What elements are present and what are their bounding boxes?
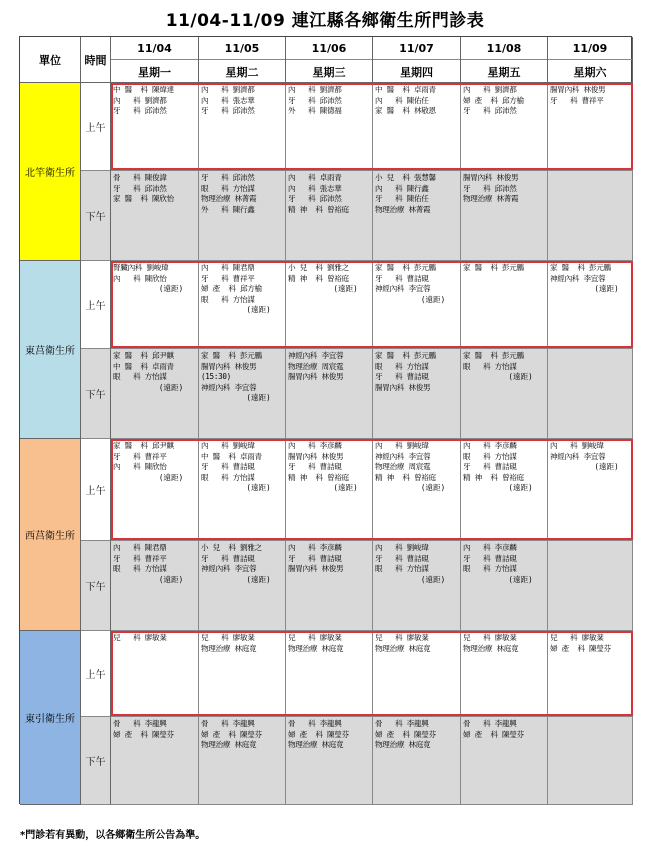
doctor-entry: 牙 科 曹詰硯 xyxy=(288,462,342,472)
doctor-entry: 兒 科 廖敏棻 xyxy=(463,633,517,642)
doctor-entry: 兒 科 廖敏棻 xyxy=(288,633,342,642)
doctor-entry: 眼 科 方怡謀 xyxy=(375,564,429,574)
doctor-entry: 牙 科 陳佑任 xyxy=(375,194,429,204)
doctor-entry: 婦 產 科 陳瑩芬 xyxy=(375,729,436,739)
schedule-cell xyxy=(548,439,633,541)
schedule-cell xyxy=(373,83,461,171)
doctor-entry: 兒 科 廖敏棻 xyxy=(201,633,255,642)
doctor-entry: 牙 科 邱沛然 xyxy=(288,194,342,204)
header-weekday: 星期六 xyxy=(573,66,607,79)
doctor-entry: 精 神 科 曾裕庭 xyxy=(288,204,349,214)
doctor-entry: 家 醫 科 邱尹麒 xyxy=(113,441,174,450)
pm-label: 下午 xyxy=(81,349,111,439)
remote-note: (遠距) xyxy=(158,284,184,294)
doctor-entry: (15:30) xyxy=(201,372,231,382)
remote-note: (遠距) xyxy=(508,483,533,493)
schedule-cell xyxy=(286,717,373,805)
header-day-3 xyxy=(286,37,373,83)
doctor-entry: 牙 科 邱沛然 xyxy=(463,183,517,193)
doctor-entry: 精 神 科 曾裕庭 xyxy=(375,472,436,482)
doctor-entry: 牙 科 邱沛然 xyxy=(113,183,167,193)
doctor-entry: 牙 科 曹詰硯 xyxy=(201,553,255,563)
doctor-entry: 牙 科 曹祥平 xyxy=(201,273,255,283)
doctor-entry: 牙 科 邱沛然 xyxy=(288,95,342,105)
remote-note: (遠距) xyxy=(420,294,446,304)
doctor-entry: 骨 科 李龍興 xyxy=(375,719,429,728)
header-date: 11/09 xyxy=(572,42,608,55)
doctor-entry: 家 醫 科 林敬恩 xyxy=(375,106,436,116)
am-label: 上午 xyxy=(81,439,111,541)
doctor-entry: 婦 產 科 邱方榆 xyxy=(201,284,262,294)
doctor-entry: 婦 產 科 陳瑩芬 xyxy=(463,729,524,739)
doctor-entry: 物理治療 林庭竟 xyxy=(288,643,344,653)
doctor-entry: 神經內科 李宜蓉 xyxy=(375,284,431,294)
header-weekday: 星期四 xyxy=(400,66,433,79)
doctor-entry: 牙 科 曹詰硯 xyxy=(375,273,429,283)
header-divider xyxy=(548,59,632,60)
header-divider xyxy=(286,59,372,60)
schedule-cell xyxy=(111,439,199,541)
remote-note: (遠距) xyxy=(420,574,446,584)
header-divider xyxy=(373,59,460,60)
doctor-entry: 牙 科 曹祥平 xyxy=(113,451,167,461)
doctor-entry: 眼 科 方怡謀 xyxy=(201,472,255,482)
header-divider xyxy=(461,59,547,60)
header-divider xyxy=(199,59,285,60)
header-date: 11/05 xyxy=(224,42,260,55)
doctor-entry: 牙 科 邱沛然 xyxy=(113,106,167,116)
pm-label: 下午 xyxy=(81,541,111,631)
clinic-name-cell xyxy=(20,631,81,805)
doctor-entry: 家 醫 科 彭元鵬 xyxy=(463,351,524,360)
doctor-entry: 內 科 李彦麟 xyxy=(463,441,517,450)
doctor-entry: 內 科 劉峻瑋 xyxy=(375,441,429,450)
schedule-cell xyxy=(461,171,548,261)
doctor-entry: 內 科 李彦麟 xyxy=(288,441,342,450)
doctor-entry: 內 科 張志華 xyxy=(201,95,255,105)
doctor-entry: 婦 產 科 陳瑩芬 xyxy=(113,729,174,739)
doctor-entry: 物理治療 林庭竟 xyxy=(201,740,257,750)
clinic-name-cell xyxy=(20,83,81,261)
doctor-entry: 外 科 陳行鑫 xyxy=(201,204,255,214)
schedule-cell xyxy=(373,717,461,805)
doctor-entry: 內 科 陳佑任 xyxy=(375,95,429,105)
schedule-cell xyxy=(111,631,199,717)
schedule-cell xyxy=(199,171,286,261)
remote-note: (遠距) xyxy=(333,483,358,493)
page-title: 11/04-11/09 連江縣各鄉衛生所門診表 xyxy=(165,11,485,31)
remote-note: (遠距) xyxy=(158,472,184,482)
footnote: *門診若有異動，以各鄉衛生所公告為準。 xyxy=(20,830,206,841)
doctor-entry: 腸胃內科 林俊男 xyxy=(375,382,431,392)
schedule-cell xyxy=(461,541,548,631)
header-time-cell: 時間 xyxy=(81,37,111,83)
schedule-cell xyxy=(111,83,199,171)
doctor-entry: 內 科 劉峻瑋 xyxy=(375,543,429,552)
remote-note: (遠距) xyxy=(508,574,533,584)
doctor-entry: 腸胃內科 林俊男 xyxy=(288,451,344,461)
schedule-cell xyxy=(199,83,286,171)
doctor-entry: 家 醫 科 邱尹麒 xyxy=(113,351,174,360)
doctor-entry: 物理治療 林庭竟 xyxy=(375,643,431,653)
doctor-entry: 內 科 李彦麟 xyxy=(288,543,342,552)
schedule-cell xyxy=(548,261,633,349)
schedule-cell xyxy=(286,171,373,261)
schedule-cell xyxy=(373,631,461,717)
doctor-entry: 精 神 科 曾裕庭 xyxy=(288,273,349,283)
header-day-5 xyxy=(461,37,548,83)
remote-note: (遠距) xyxy=(594,462,619,472)
schedule-cell xyxy=(373,171,461,261)
doctor-entry: 眼 科 方怡謀 xyxy=(463,451,517,461)
doctor-entry: 神經內科 李宜蓉 xyxy=(550,273,606,283)
schedule-cell xyxy=(373,439,461,541)
schedule-cell xyxy=(548,541,633,631)
schedule-cell xyxy=(548,631,633,717)
doctor-entry: 內 科 陳欣怡 xyxy=(113,462,167,472)
doctor-entry: 骨 科 李龍興 xyxy=(201,719,255,728)
doctor-entry: 婦 產 科 陳瑩芬 xyxy=(550,643,611,653)
remote-note: (遠距) xyxy=(158,574,184,584)
schedule-cell xyxy=(199,349,286,439)
schedule-cell xyxy=(461,349,548,439)
doctor-entry: 物理治療 林菁霞 xyxy=(201,194,257,204)
doctor-entry: 小 兒 科 張慧馨 xyxy=(375,173,436,182)
schedule-cell xyxy=(461,631,548,717)
doctor-entry: 骨 科 李龍興 xyxy=(288,719,342,728)
clinic-name: 北竿衛生所 xyxy=(25,168,75,179)
doctor-entry: 精 神 科 曾裕庭 xyxy=(463,472,524,482)
doctor-entry: 中 醫 科 陳煒達 xyxy=(113,85,174,94)
doctor-entry: 牙 科 曹詰硯 xyxy=(288,553,342,563)
schedule-cell xyxy=(286,83,373,171)
doctor-entry: 物理治療 林菁霞 xyxy=(463,194,519,204)
doctor-entry: 中 醫 科 卓雨青 xyxy=(113,361,174,371)
clinic-name: 西莒衛生所 xyxy=(25,531,75,542)
remote-note: (遠距) xyxy=(594,284,619,294)
schedule-cell xyxy=(461,83,548,171)
remote-note: (遠距) xyxy=(508,372,533,382)
schedule-cell xyxy=(373,261,461,349)
header-weekday: 星期一 xyxy=(138,66,171,79)
doctor-entry: 牙 科 曹詰硯 xyxy=(201,462,255,472)
header-weekday: 星期二 xyxy=(225,66,259,79)
doctor-entry: 小 兒 科 劉雅之 xyxy=(201,543,262,552)
doctor-entry: 婦 產 科 陳瑩芬 xyxy=(288,729,349,739)
schedule-cell xyxy=(373,541,461,631)
schedule-cell xyxy=(286,261,373,349)
doctor-entry: 骨 科 李龍興 xyxy=(113,719,167,728)
header-divider xyxy=(111,59,198,60)
doctor-entry: 腸胃內科 林俊男 xyxy=(288,372,344,382)
doctor-entry: 內 科 劉濟都 xyxy=(113,95,167,105)
doctor-entry: 牙 科 曹詰硯 xyxy=(375,553,429,563)
doctor-entry: 家 醫 科 彭元鵬 xyxy=(375,351,436,360)
doctor-entry: 中 醫 科 卓雨青 xyxy=(201,451,262,461)
doctor-entry: 內 科 劉濟都 xyxy=(463,85,517,94)
schedule-cell xyxy=(199,717,286,805)
doctor-entry: 內 科 陳君鼎 xyxy=(113,543,167,552)
doctor-entry: 牙 科 邱沛然 xyxy=(201,173,255,182)
remote-note: (遠距) xyxy=(158,382,184,392)
clinic-name: 東莒衛生所 xyxy=(25,346,75,357)
schedule-cell xyxy=(111,717,199,805)
doctor-entry: 腸胃內科 林俊男 xyxy=(550,85,606,94)
schedule-cell xyxy=(461,439,548,541)
doctor-entry: 家 醫 科 彭元鵬 xyxy=(463,263,524,272)
doctor-entry: 腸胃內科 林俊男 xyxy=(201,361,257,371)
doctor-entry: 兒 科 廖敏棻 xyxy=(550,633,604,642)
remote-note: (遠距) xyxy=(246,574,271,584)
doctor-entry: 內 科 劉濟都 xyxy=(288,85,342,94)
am-label: 上午 xyxy=(81,83,111,171)
doctor-entry: 眼 科 方怡謀 xyxy=(113,372,167,382)
schedule-cell xyxy=(111,541,199,631)
doctor-entry: 婦 產 科 陳瑩芬 xyxy=(201,729,262,739)
doctor-entry: 精 神 科 曾裕庭 xyxy=(288,472,349,482)
doctor-entry: 內 科 張志華 xyxy=(288,183,342,193)
doctor-entry: 牙 科 曹詰硯 xyxy=(463,462,517,472)
doctor-entry: 物理治療 林菁霞 xyxy=(375,204,431,214)
schedule-cell xyxy=(199,439,286,541)
doctor-entry: 骨 科 李龍興 xyxy=(463,719,517,728)
doctor-entry: 物理治療 林庭竟 xyxy=(201,643,257,653)
doctor-entry: 眼 科 方怡謀 xyxy=(201,294,255,304)
doctor-entry: 內 科 李彦麟 xyxy=(463,543,517,552)
doctor-entry: 內 科 劉峻瑋 xyxy=(550,441,604,450)
header-date: 11/04 xyxy=(137,42,172,55)
header-date: 11/07 xyxy=(399,42,434,55)
remote-note: (遠距) xyxy=(246,393,271,403)
doctor-entry: 家 醫 科 彭元鵬 xyxy=(550,263,611,272)
remote-note: (遠距) xyxy=(333,284,358,294)
doctor-entry: 內 科 卓雨青 xyxy=(288,173,342,182)
schedule-cell xyxy=(461,717,548,805)
doctor-entry: 眼 科 方怡謀 xyxy=(463,361,517,371)
pm-label: 下午 xyxy=(81,717,111,805)
header-weekday: 星期三 xyxy=(312,66,346,79)
schedule-cell xyxy=(548,171,633,261)
doctor-entry: 外 科 陳德福 xyxy=(288,106,342,116)
header-day-1 xyxy=(111,37,199,83)
doctor-entry: 內 科 劉濟都 xyxy=(201,85,255,94)
doctor-entry: 兒 科 廖敏棻 xyxy=(113,633,167,642)
schedule-cell xyxy=(548,83,633,171)
doctor-entry: 物理治療 周宸霆 xyxy=(375,462,431,472)
doctor-entry: 眼 科 方怡謀 xyxy=(463,564,517,574)
schedule-cell xyxy=(286,439,373,541)
schedule-cell xyxy=(111,349,199,439)
doctor-entry: 牙 科 曹祥平 xyxy=(113,553,167,563)
doctor-entry: 牙 科 邱沛然 xyxy=(201,106,255,116)
doctor-entry: 物理治療 周宸霆 xyxy=(288,361,344,371)
schedule-cell xyxy=(286,349,373,439)
schedule-cell xyxy=(373,349,461,439)
doctor-entry: 物理治療 林庭竟 xyxy=(288,740,344,750)
doctor-entry: 眼 科 方怡謀 xyxy=(201,183,255,193)
doctor-entry: 小 兒 科 劉雅之 xyxy=(288,263,349,272)
remote-note: (遠距) xyxy=(420,483,446,493)
doctor-entry: 牙 科 曹詰硯 xyxy=(375,372,429,382)
clinic-schedule-table xyxy=(19,36,632,804)
doctor-entry: 骨 科 陳俊諱 xyxy=(113,173,167,182)
pm-label: 下午 xyxy=(81,171,111,261)
schedule-cell xyxy=(461,261,548,349)
doctor-entry: 神經內科 李宜蓉 xyxy=(288,351,344,360)
doctor-entry: 內 科 陳君鼎 xyxy=(201,263,255,272)
remote-note: (遠距) xyxy=(246,483,271,493)
am-label: 上午 xyxy=(81,631,111,717)
clinic-name-cell xyxy=(20,261,81,439)
doctor-entry: 腸胃內科 林俊男 xyxy=(288,564,344,574)
doctor-entry: 眼 科 方怡謀 xyxy=(113,564,167,574)
schedule-cell xyxy=(199,631,286,717)
doctor-entry: 兒 科 廖敏棻 xyxy=(375,633,429,642)
header-weekday: 星期五 xyxy=(487,66,521,79)
doctor-entry: 腎臟內科 劉峻瑋 xyxy=(113,263,169,272)
doctor-entry: 牙 科 邱沛然 xyxy=(463,106,517,116)
doctor-entry: 家 醫 科 陳欣怡 xyxy=(113,194,174,204)
am-label: 上午 xyxy=(81,261,111,349)
doctor-entry: 牙 科 曹詰硯 xyxy=(463,553,517,563)
doctor-entry: 中 醫 科 卓雨青 xyxy=(375,85,436,94)
schedule-cell xyxy=(548,717,633,805)
doctor-entry: 內 科 劉峻瑋 xyxy=(201,441,255,450)
doctor-entry: 眼 科 方怡謀 xyxy=(375,361,429,371)
schedule-cell xyxy=(199,261,286,349)
schedule-cell xyxy=(286,541,373,631)
header-date: 11/06 xyxy=(311,42,347,55)
doctor-entry: 內 科 陳欣怡 xyxy=(113,273,167,283)
doctor-entry: 神經內科 李宜蓉 xyxy=(201,382,257,392)
doctor-entry: 腸胃內科 林俊男 xyxy=(463,173,519,182)
doctor-entry: 神經內科 李宜蓉 xyxy=(550,451,606,461)
header-day-4 xyxy=(373,37,461,83)
doctor-entry: 神經內科 李宜蓉 xyxy=(375,451,431,461)
schedule-cell xyxy=(111,171,199,261)
header-day-2 xyxy=(199,37,286,83)
schedule-cell xyxy=(286,631,373,717)
schedule-cell xyxy=(199,541,286,631)
remote-note: (遠距) xyxy=(246,305,271,315)
doctor-entry: 家 醫 科 彭元鵬 xyxy=(201,351,262,360)
header-day-6 xyxy=(548,37,633,83)
clinic-name: 東引衛生所 xyxy=(25,714,75,725)
doctor-entry: 牙 科 曹祥平 xyxy=(550,95,604,105)
doctor-entry: 物理治療 林庭竟 xyxy=(463,643,519,653)
clinic-name-cell xyxy=(20,439,81,631)
doctor-entry: 內 科 陳行鑫 xyxy=(375,183,429,193)
schedule-cell xyxy=(548,349,633,439)
doctor-entry: 物理治療 林庭竟 xyxy=(375,740,431,750)
header-unit-cell: 單位 xyxy=(20,37,81,83)
schedule-cell xyxy=(111,261,199,349)
doctor-entry: 婦 產 科 邱方榆 xyxy=(463,95,524,105)
header-date: 11/08 xyxy=(486,42,522,55)
doctor-entry: 家 醫 科 彭元鵬 xyxy=(375,263,436,272)
doctor-entry: 神經內科 李宜蓉 xyxy=(201,564,257,574)
